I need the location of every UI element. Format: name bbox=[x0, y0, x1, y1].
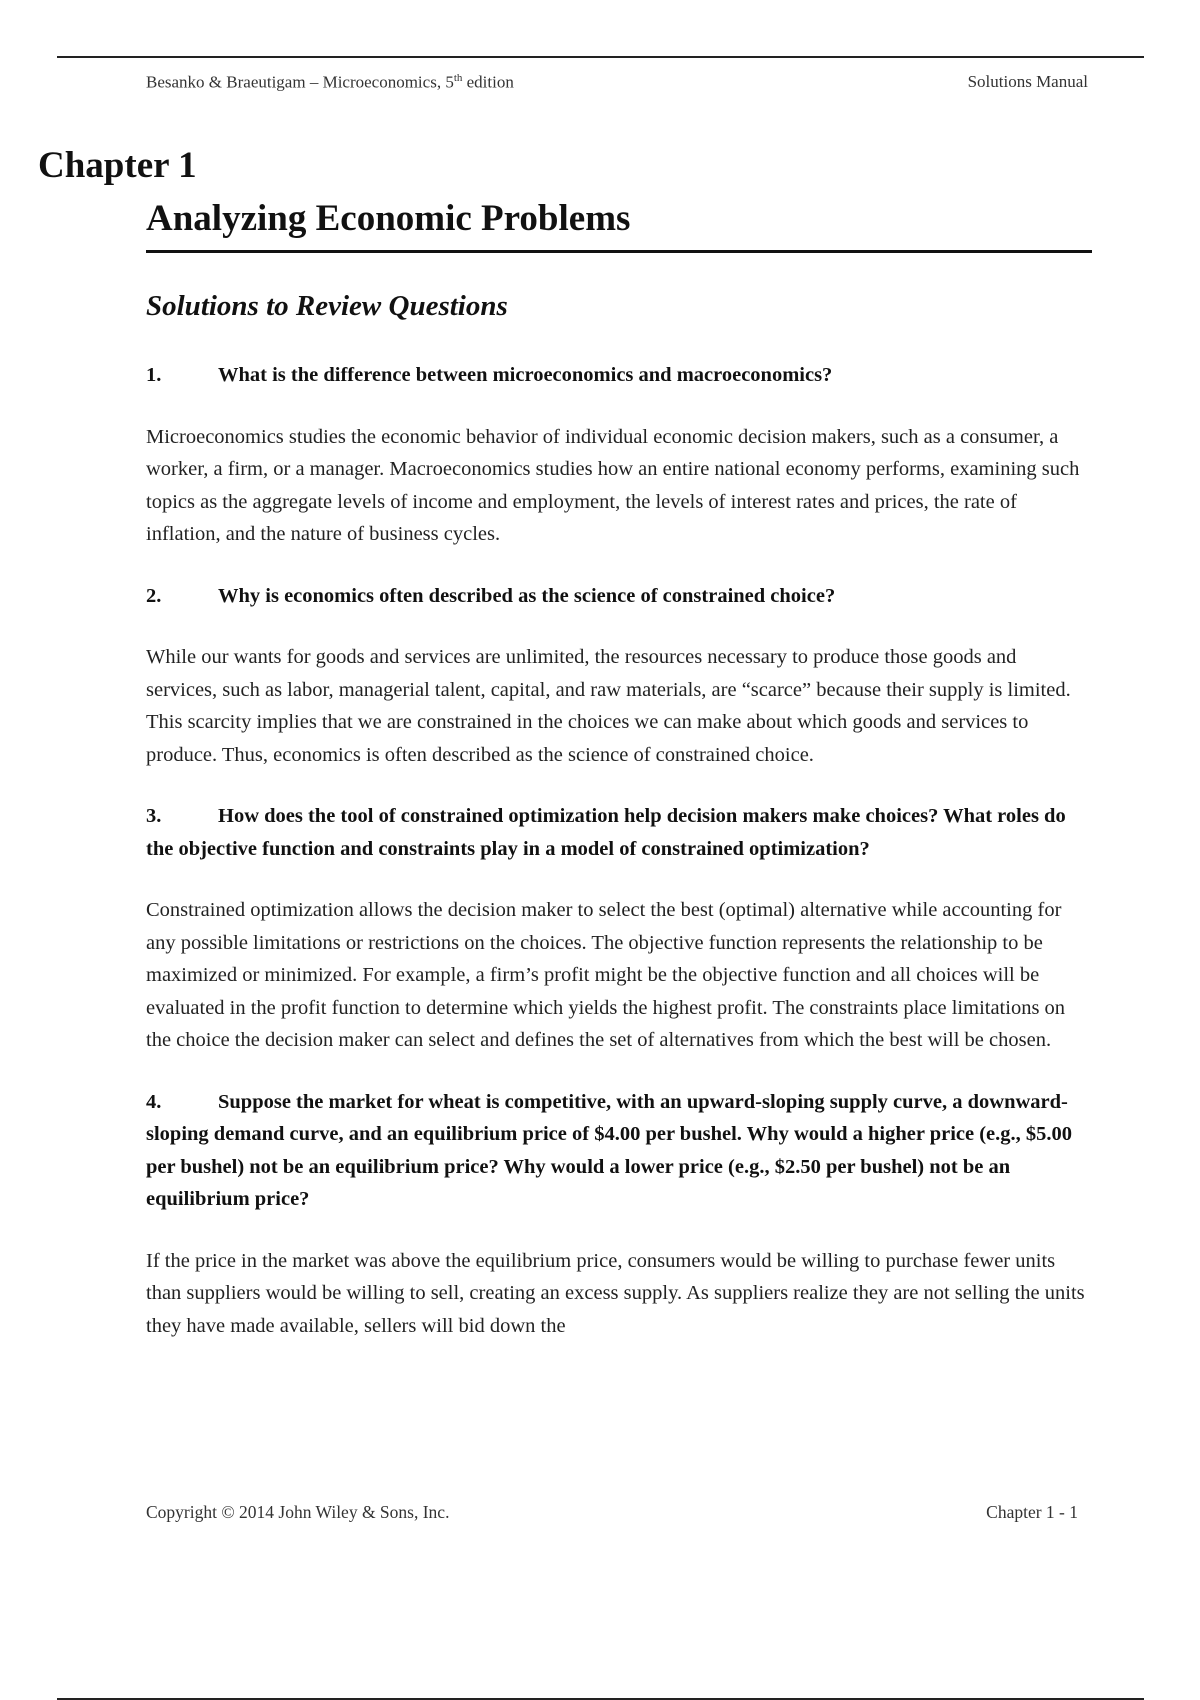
copyright-notice: Copyright © 2014 John Wiley & Sons, Inc. bbox=[146, 1502, 450, 1522]
question-number: 3. bbox=[146, 805, 162, 827]
question-4 bbox=[146, 1086, 1091, 1216]
edition-superscript: th bbox=[453, 72, 463, 84]
answer-2: While our wants for goods and services are unlimited, the resources necessary to produce those goods and services, such as labor, managerial talent, capital, and raw materials, are “scarce” because their supply is limited. This scarcity implies that we are constrained in the choices we can make about which goods and services to produce. Thus, economics is often described as the science of constrained choice. bbox=[146, 646, 1071, 766]
question-text: Suppose the market for wheat is competitive, with an upward-sloping supply curve, a downward-sloping demand curve, and an equilibrium price of $4.00 per bushel. Why would a higher price (e.g., $5.00 per bushel) not be an equilibrium price? Why would a lower price (e.g., $2.50 per bushel) not be an equilibrium price? bbox=[146, 1090, 1073, 1210]
page-footer bbox=[146, 1502, 1078, 1523]
page-number: Chapter 1 - 1 bbox=[986, 1502, 1078, 1522]
section-heading: Solutions to Review Questions bbox=[146, 290, 508, 322]
question-1 bbox=[146, 359, 1091, 392]
chapter-title: Analyzing Economic Problems bbox=[146, 197, 1092, 253]
question-number: 1. bbox=[146, 364, 162, 386]
review-questions bbox=[146, 359, 1091, 1342]
answer-4: If the price in the market was above the equilibrium price, consumers would be willing to purchase fewer units than suppliers would be willing to sell, creating an excess supply. As suppliers realize they are not selling the units they have made available, sellers will bid down the bbox=[146, 1249, 1085, 1337]
question-3 bbox=[146, 800, 1091, 865]
book-citation-text: Besanko & Braeutigam – Microeconomics, 5 bbox=[146, 72, 454, 92]
running-head bbox=[146, 72, 1088, 93]
question-text: How does the tool of constrained optimization help decision makers make choices? What roles do the objective function and constraints play in a model of constrained optimization? bbox=[146, 805, 1066, 860]
question-text: What is the difference between microeconomics and macroeconomics? bbox=[218, 364, 833, 386]
manual-label: Solutions Manual bbox=[967, 72, 1088, 91]
book-citation bbox=[146, 72, 514, 93]
answer-1: Microeconomics studies the economic behavior of individual economic decision makers, such as a consumer, a worker, a firm, or a manager. Macroeconomics studies how an entire national economy performs, examining such topics as the aggregate levels of income and employment, the levels of interest rates and prices, the rate of inflation, and the nature of business cycles. bbox=[146, 425, 1080, 545]
question-number: 4. bbox=[146, 1090, 162, 1113]
question-2 bbox=[146, 580, 1091, 613]
answer-3: Constrained optimization allows the decision maker to select the best (optimal) alternative while accounting for any possible limitations or restrictions on the choices. The objective function represents the relationship to be maximized or minimized. For example, a firm’s profit might be the objective function and all choices will be evaluated in the profit function to determine which yields the highest profit. The constraints place limitations on the choice the decision maker can select and defines the set of alternatives from which the best will be chosen. bbox=[146, 899, 1066, 1051]
question-text: Why is economics often described as the science of constrained choice? bbox=[218, 584, 836, 607]
question-number: 2. bbox=[146, 584, 162, 607]
chapter-label: Chapter 1 bbox=[38, 145, 197, 186]
top-rule bbox=[57, 56, 1144, 58]
book-citation-suffix: edition bbox=[462, 72, 514, 92]
